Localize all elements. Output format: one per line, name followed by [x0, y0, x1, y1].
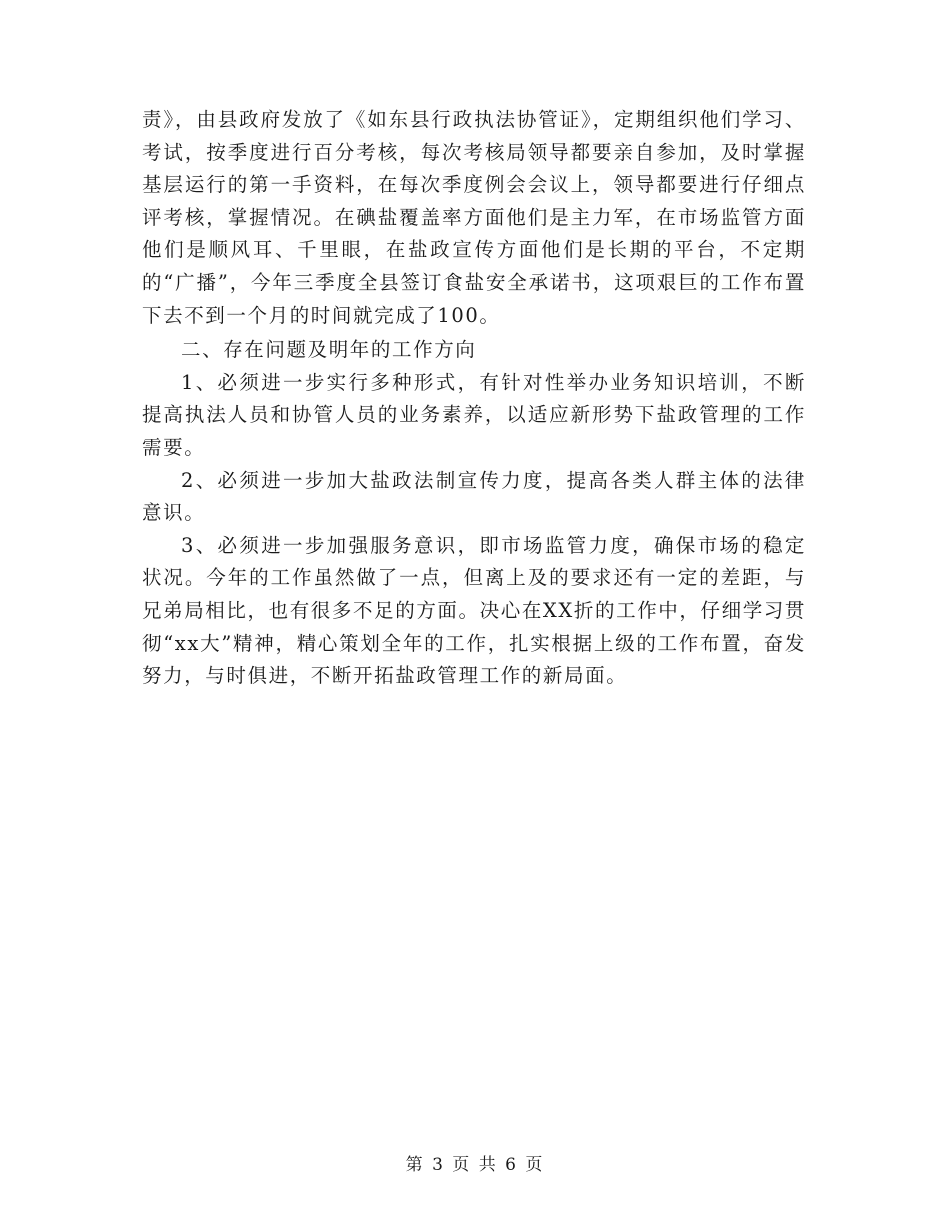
list-item-2: 2、必须进一步加大盐政法制宣传力度，提高各类人群主体的法律意识。: [142, 468, 806, 525]
page-number-label: 第 3 页 共 6 页: [405, 1155, 545, 1175]
list-item-1: 1、必须进一步实行多种形式，有针对性举办业务知识培训，不断提高执法人员和协管人员的业务素养，以适应新形势下盐政管理的工作需要。: [142, 370, 806, 459]
page-footer: [0, 1153, 950, 1177]
body-paragraph-continued: 责》，由县政府发放了《如东县行政执法协管证》，定期组织他们学习、考试，按季度进行百分考核，每次考核局领导都要亲自参加，及时掌握基层运行的第一手资料，在每次季度例会会议上，领导都要进行仔细点评考核，掌握情况。在碘盐覆盖率方面他们是主力军，在市场监管方面他们是顺风耳、千里眼，在盐政宣传方面他们是长期的平台，不定期的“广播”，今年三季度全县签订食盐安全承诺书，这项艰巨的工作布置下去不到一个月的时间就完成了100。: [142, 108, 806, 327]
section-heading-problems-and-direction: 二、存在问题及明年的工作方向: [181, 338, 477, 362]
document-body: [142, 104, 806, 693]
list-item-3: 3、必须进一步加强服务意识，即市场监管力度，确保市场的稳定状况。今年的工作虽然做了一点，但离上及的要求还有一定的差距，与兄弟局相比，也有很多不足的方面。决心在XX折的工作中，仔细学习贯彻“xx大”精神，精心策划全年的工作，扎实根据上级的工作布置，奋发努力，与时俱进，不断开拓盐政管理工作的新局面。: [142, 533, 806, 688]
